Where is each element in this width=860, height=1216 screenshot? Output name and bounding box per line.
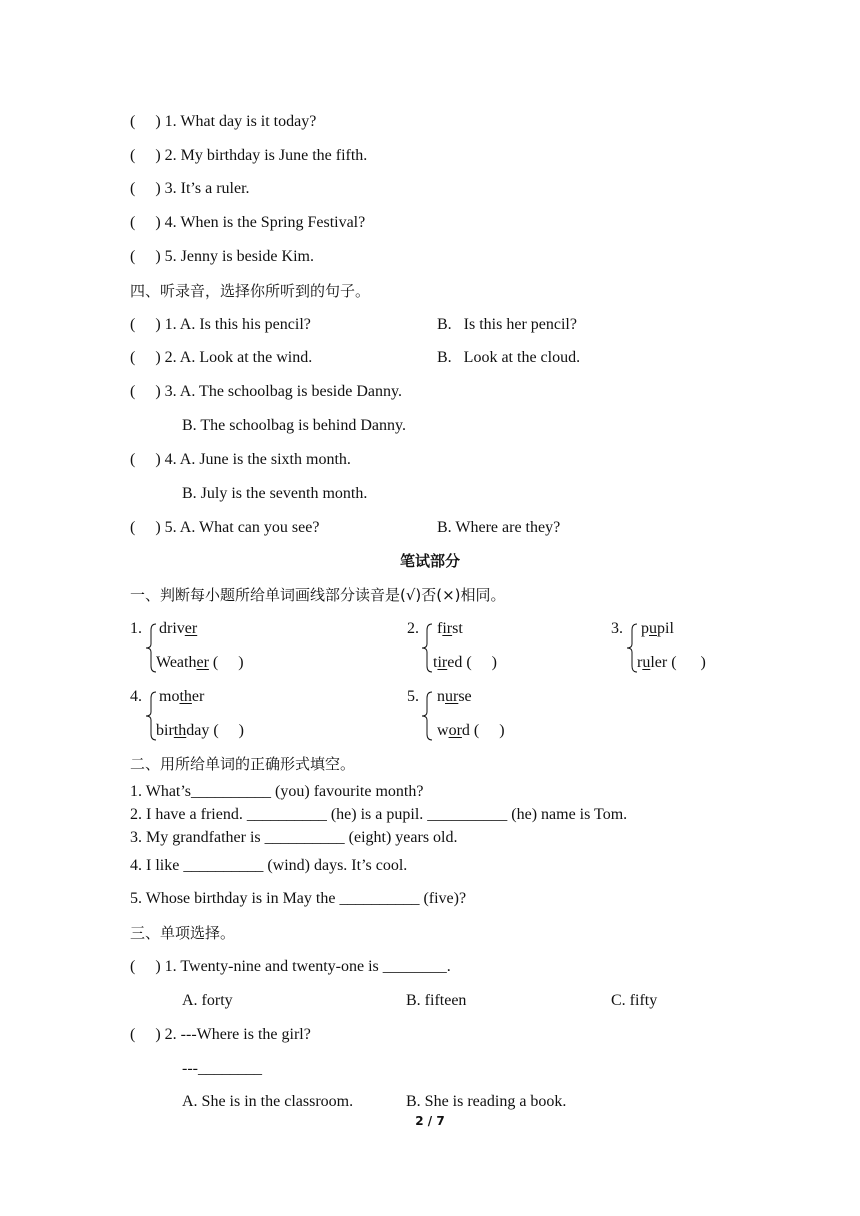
option-c: C. fifty: [611, 992, 658, 1009]
section-heading: 一、判断每小题所给单词画线部分读音是(√)否(×)相同。: [130, 586, 506, 604]
page-number: 2 / 7: [415, 1114, 445, 1128]
group-number: 4.: [130, 688, 142, 705]
option-b: B. July is the seventh month.: [182, 485, 368, 502]
fill-blank-line: 2. I have a friend. __________ (he) is a pupil. __________ (he) name is Tom.: [130, 806, 628, 823]
section-heading: 四、听录音，选择你所听到的句子。: [130, 282, 371, 300]
option-b: B. Look at the cloud.: [437, 349, 581, 366]
fill-blank-line: 1. What’s__________ (you) favourite month?: [130, 783, 424, 800]
question-line: ( ) 1. Twenty-nine and twenty-one is ________.: [130, 958, 451, 975]
brace-icon: [419, 690, 433, 742]
word-top: nurse: [437, 688, 472, 705]
question-line: ( ) 5. A. What can you see?: [130, 519, 320, 536]
brace-icon: [143, 622, 157, 674]
question-line: ( ) 1. A. Is this his pencil?: [130, 316, 311, 333]
option-b: B. The schoolbag is behind Danny.: [182, 417, 406, 434]
word-top: mother: [159, 688, 205, 705]
question-line: ( ) 5. Jenny is beside Kim.: [130, 248, 314, 265]
word-bottom: Weather ( ): [156, 654, 244, 671]
question-line: ( ) 2. A. Look at the wind.: [130, 349, 313, 366]
word-top: pupil: [641, 620, 674, 637]
word-bottom: word ( ): [437, 722, 505, 739]
question-line: ( ) 4. A. June is the sixth month.: [130, 451, 351, 468]
question-line: ( ) 3. A. The schoolbag is beside Danny.: [130, 383, 402, 400]
brace-icon: [624, 622, 638, 674]
word-bottom: tired ( ): [433, 654, 497, 671]
question-line: ( ) 2. My birthday is June the fifth.: [130, 147, 368, 164]
fill-blank-line: 3. My grandfather is __________ (eight) years old.: [130, 829, 458, 846]
group-number: 3.: [611, 620, 623, 637]
option-b: B. fifteen: [406, 992, 467, 1009]
word-bottom: ruler ( ): [637, 654, 706, 671]
fill-blank-line: 4. I like __________ (wind) days. It’s cool.: [130, 857, 408, 874]
group-number: 5.: [407, 688, 419, 705]
option-b: B. Where are they?: [437, 519, 561, 536]
fill-blank-line: 5. Whose birthday is in May the __________ (five)?: [130, 890, 467, 907]
option-a: A. forty: [182, 992, 233, 1009]
section-heading: 二、用所给单词的正确形式填空。: [130, 755, 356, 773]
question-line: ( ) 1. What day is it today?: [130, 113, 317, 130]
group-number: 2.: [407, 620, 419, 637]
section-title: 笔试部分: [399, 552, 460, 570]
word-top: first: [437, 620, 463, 637]
option-b: B. She is reading a book.: [406, 1093, 567, 1110]
word-bottom: birthday ( ): [156, 722, 244, 739]
section-heading: 三、单项选择。: [130, 924, 236, 942]
question-line: ( ) 3. It’s a ruler.: [130, 180, 250, 197]
option-b: B. Is this her pencil?: [437, 316, 577, 333]
question-line: ( ) 2. ---Where is the girl?: [130, 1026, 311, 1043]
answer-blank: ---________: [182, 1060, 262, 1077]
brace-icon: [419, 622, 433, 674]
group-number: 1.: [130, 620, 142, 637]
word-top: driver: [159, 620, 198, 637]
question-line: ( ) 4. When is the Spring Festival?: [130, 214, 366, 231]
option-a: A. She is in the classroom.: [182, 1093, 354, 1110]
brace-icon: [143, 690, 157, 742]
